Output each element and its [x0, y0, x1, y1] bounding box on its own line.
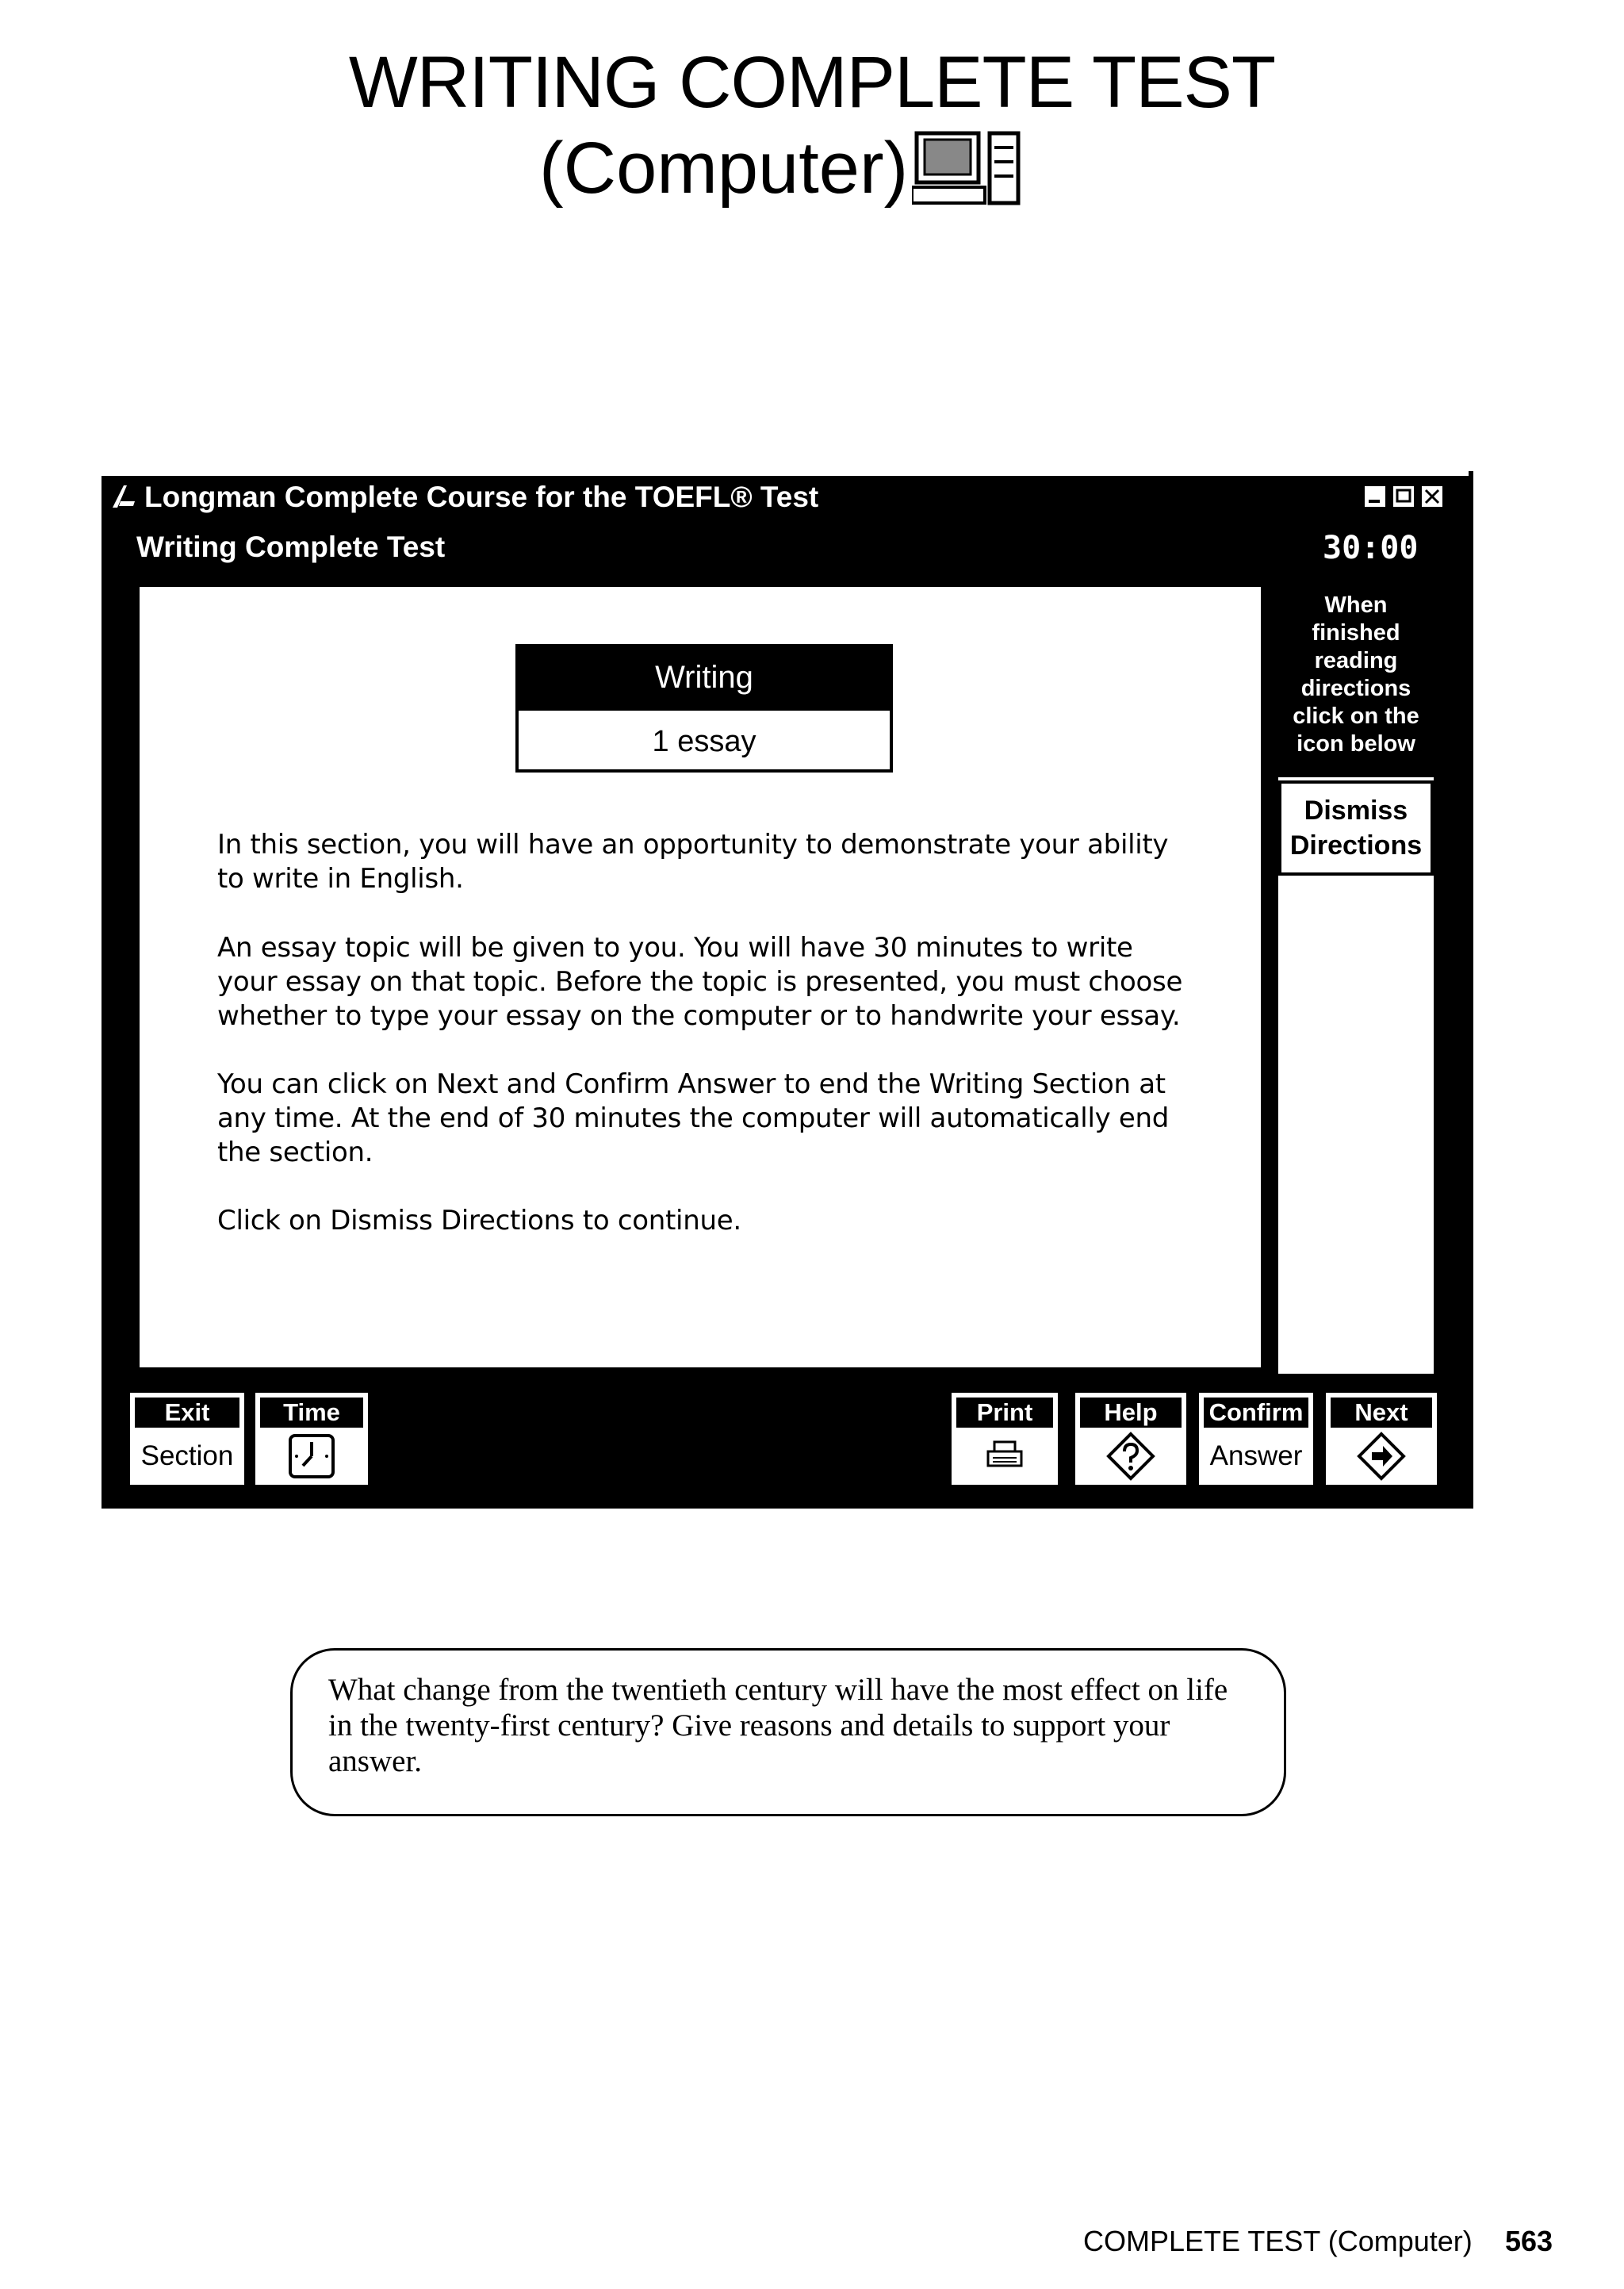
confirm-sub-label: Answer	[1209, 1440, 1303, 1471]
clock-icon	[255, 1431, 368, 1483]
confirm-answer-button[interactable]	[1196, 1390, 1316, 1488]
confirm-label: Confirm	[1204, 1398, 1308, 1428]
close-button[interactable]	[1419, 484, 1445, 509]
section-essay-count: 1 essay	[652, 725, 756, 758]
maximize-button[interactable]	[1391, 484, 1416, 509]
printer-icon	[952, 1431, 1058, 1483]
timer-readout: 30:00	[1323, 530, 1419, 566]
window-title: Longman Complete Course for the TOEFL® Test	[144, 481, 819, 513]
arrow-diamond-icon	[1326, 1431, 1437, 1483]
directions-paragraph: You can click on Next and Confirm Answer to end the Writing Section at any time. At the end of 30 minutes the computer will automatically end the section.	[217, 1068, 1170, 1168]
question-diamond-icon	[1075, 1431, 1186, 1483]
directions-paragraph: An essay topic will be given to you. You will have 30 minutes to write your essay on that topic. Before the topic is presented, you must choose whether to type your essay on the computer or to handwrite your essay.	[217, 932, 1183, 1032]
essay-prompt: What change from the twentieth century will have the most effect on life in the twenty-first century? Give reasons and details to support your answer.	[328, 1673, 1228, 1778]
exit-section-button[interactable]	[127, 1390, 247, 1488]
directions-paragraph: In this section, you will have an opportunity to demonstrate your ability to write in English.	[217, 829, 1169, 895]
side-instruction: When finished reading directions click on the icon below	[1278, 587, 1434, 769]
directions-paragraph: Click on Dismiss Directions to continue.	[217, 1205, 741, 1237]
running-footer: COMPLETE TEST (Computer)	[1083, 2225, 1473, 2257]
window-subtitle: Writing Complete Test	[136, 531, 446, 563]
computer-icon	[912, 128, 1023, 208]
next-label: Next	[1331, 1398, 1432, 1428]
help-button[interactable]	[1072, 1390, 1189, 1488]
time-button[interactable]	[252, 1390, 371, 1488]
print-button[interactable]	[948, 1390, 1061, 1488]
exit-sub-label: Section	[140, 1440, 234, 1471]
page-heading: WRITING COMPLETE TEST	[348, 42, 1276, 123]
page-number: 563	[1505, 2225, 1553, 2257]
window-right-edge	[1469, 471, 1473, 1507]
print-label: Print	[956, 1398, 1053, 1428]
next-button[interactable]	[1323, 1390, 1440, 1488]
dismiss-directions-button[interactable]: Dismiss Directions	[1278, 780, 1434, 876]
window-bottom-edge	[102, 1504, 1473, 1509]
help-label: Help	[1080, 1398, 1182, 1428]
time-label: Time	[260, 1398, 363, 1428]
section-title: Writing	[515, 644, 893, 711]
page-heading-sub: (Computer)	[539, 128, 909, 209]
longman-logo-icon	[109, 482, 138, 511]
minimize-button[interactable]	[1362, 484, 1388, 509]
exit-label: Exit	[135, 1398, 239, 1428]
